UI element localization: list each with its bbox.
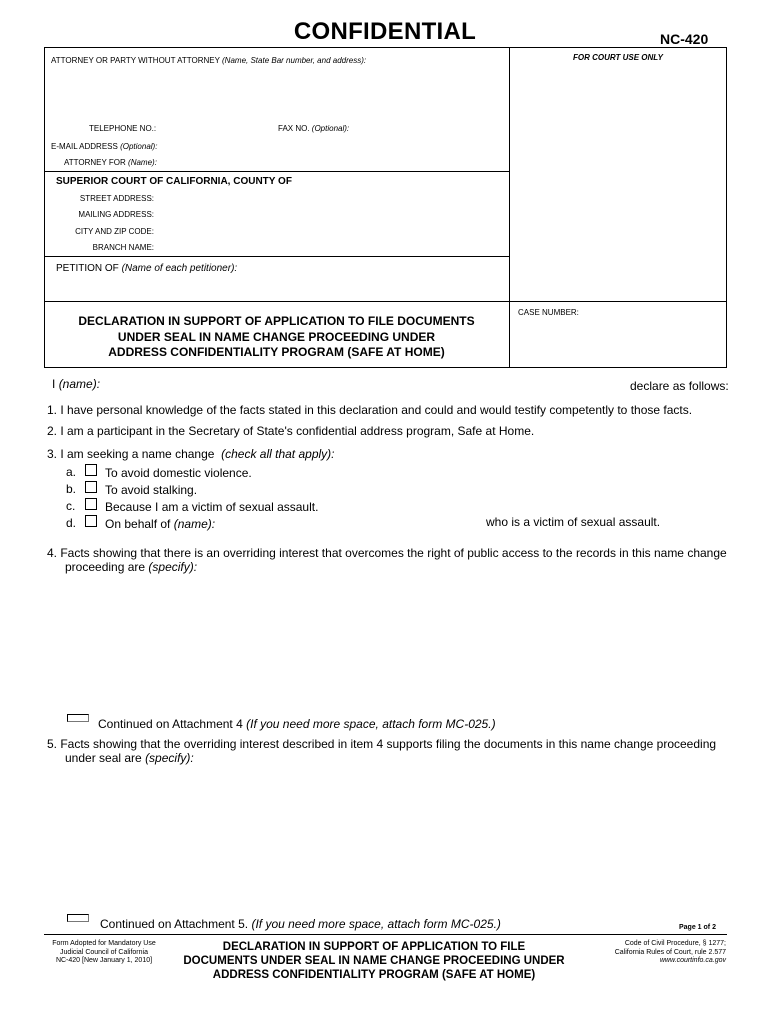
item-5-line2-text: under seal are (65, 751, 142, 765)
caption-title (44, 314, 509, 361)
caption-title-line1: DECLARATION IN SUPPORT OF APPLICATION TO FILE DOCUMENTS (78, 314, 475, 328)
attachment-4-hint: (If you need more space, attach form MC-025.) (246, 717, 496, 731)
option-a-letter: a. (66, 465, 77, 479)
petitioner-names-field[interactable] (56, 278, 501, 298)
attorney-name-address-field[interactable] (51, 70, 501, 118)
caption-court-divider (44, 171, 509, 172)
option-b-letter: b. (66, 482, 77, 496)
mailing-address-label: MAILING ADDRESS: (78, 210, 154, 219)
confidential-heading: CONFIDENTIAL (293, 18, 477, 45)
page-number: Page 1 of 2 (679, 924, 716, 931)
attorney-for-label: ATTORNEY FOR (64, 158, 126, 167)
email-field[interactable] (130, 139, 500, 153)
caption-divider (509, 47, 510, 367)
attorney-for-hint: (Name): (128, 158, 157, 167)
option-c-checkbox[interactable] (85, 498, 97, 510)
attachment-4-checkbox[interactable] (67, 714, 89, 722)
caption-top-border (44, 47, 727, 48)
item-3 (47, 447, 335, 461)
fax-label-row (278, 124, 349, 133)
item-2: 2. I am a participant in the Secretary of State's confidential address program, Safe at Home. (47, 424, 535, 438)
item-5-facts-field[interactable] (65, 769, 725, 909)
telephone-label: TELEPHONE NO.: (89, 124, 157, 133)
attachment-5-text: Continued on Attachment 5. (100, 917, 249, 931)
caption-title-line2: UNDER SEAL IN NAME CHANGE PROCEEDING UNDER (117, 329, 436, 344)
item-4-line1: 4. Facts showing that there is an overriding interest that overcomes the right of public access to the records in this name change (47, 546, 727, 560)
item-1: 1. I have personal knowledge of the facts stated in this declaration and could and would testify competently to those facts. (47, 403, 693, 417)
street-address-label: STREET ADDRESS: (79, 194, 154, 203)
declarant-row (52, 377, 100, 391)
caption-title-divider (44, 301, 727, 302)
item-3-lead: 3. I am seeking a name change (47, 447, 215, 461)
attachment-4-row (98, 717, 496, 731)
email-hint: (Optional): (120, 142, 158, 151)
courtinfo-link[interactable]: www.courtinfo.ca.gov (659, 957, 726, 964)
option-d-text: On behalf of (105, 517, 171, 531)
option-b-checkbox[interactable] (85, 481, 97, 493)
reference-block (585, 940, 726, 966)
petition-hint: (Name of each petitioner): (121, 263, 238, 274)
option-d-hint: (name): (173, 517, 216, 531)
telephone-field[interactable] (156, 121, 271, 135)
case-number-label: CASE NUMBER: (518, 308, 579, 317)
item-4-line2 (65, 560, 197, 574)
item-5-line1: 5. Facts showing that the overriding interest described in item 4 supports filing the documents in this name change proceeding (47, 737, 717, 751)
court-title-text: SUPERIOR COURT OF CALIFORNIA, COUNTY OF (56, 176, 292, 187)
caption-petition-divider (44, 256, 509, 257)
adopted-block (44, 940, 164, 966)
city-zip-label: CITY AND ZIP CODE: (75, 227, 154, 236)
email-label: E-MAIL ADDRESS (51, 142, 118, 151)
fax-hint: (Optional): (311, 124, 350, 133)
court-use-field[interactable] (512, 66, 722, 298)
item-4-facts-field[interactable] (65, 578, 725, 710)
option-c-letter: c. (66, 499, 76, 513)
petition-label: PETITION OF (56, 263, 119, 274)
footer-title-line1: DECLARATION IN SUPPORT OF APPLICATION TO FILE (222, 941, 526, 953)
county-field[interactable] (300, 174, 500, 188)
reference-line2: California Rules of Court, rule 2.577 (614, 948, 726, 956)
footer-title-line3: ADDRESS CONFIDENTIALITY PROGRAM (SAFE AT HOME) (212, 969, 536, 981)
footer-rule (44, 934, 727, 935)
footer-title (164, 940, 584, 982)
attorney-for-field[interactable] (158, 155, 500, 169)
footer-title-line2: DOCUMENTS UNDER SEAL IN NAME CHANGE PROCEEDING UNDER (183, 955, 565, 967)
caption-right-border (726, 47, 727, 367)
fax-label: FAX NO. (278, 124, 310, 133)
option-c-text: Because I am a victim of sexual assault. (105, 500, 319, 514)
item-4-line2-text: proceeding are (65, 560, 146, 574)
option-b-text: To avoid stalking. (105, 483, 198, 497)
i-label: I (52, 377, 56, 391)
form-number: NC-420 (660, 31, 709, 47)
option-a-text: To avoid domestic violence. (105, 466, 252, 480)
city-zip-field[interactable] (158, 224, 500, 238)
option-d-tail: who is a victim of sexual assault. (486, 515, 661, 529)
court-title (56, 176, 292, 187)
declarant-name-field[interactable] (104, 376, 624, 390)
item-4-hint: (specify): (148, 560, 198, 574)
court-use-label: FOR COURT USE ONLY (573, 53, 663, 62)
adopted-line2: Judicial Council of California (60, 948, 148, 956)
branch-name-label: BRANCH NAME: (92, 243, 154, 252)
caption-bottom-border (44, 367, 727, 368)
attorney-hint: (Name, State Bar number, and address): (222, 56, 367, 65)
item-5-hint: (specify): (145, 751, 194, 765)
option-d-checkbox[interactable] (85, 515, 97, 527)
adopted-line3: NC-420 [New January 1, 2010] (55, 957, 153, 964)
option-d-letter: d. (66, 516, 77, 530)
reference-line1: Code of Civil Procedure, § 1277; (624, 940, 726, 947)
declare-as-follows: declare as follows: (630, 379, 729, 393)
option-d-row (105, 517, 215, 531)
branch-name-field[interactable] (158, 240, 500, 254)
attachment-5-checkbox[interactable] (67, 914, 89, 922)
attorney-label: ATTORNEY OR PARTY WITHOUT ATTORNEY (51, 56, 220, 65)
item-5-line2 (65, 751, 194, 765)
case-number-field[interactable] (518, 322, 722, 362)
street-address-field[interactable] (158, 191, 500, 205)
option-a-checkbox[interactable] (85, 464, 97, 476)
item-3-hint: (check all that apply): (221, 447, 335, 461)
mailing-address-field[interactable] (158, 207, 500, 221)
petition-label-row (56, 263, 237, 274)
caption-title-line3: ADDRESS CONFIDENTIALITY PROGRAM (SAFE AT HOME) (108, 345, 445, 359)
attachment-5-hint: (If you need more space, attach form MC-025.) (251, 917, 501, 931)
declarant-name-hint: (name): (58, 377, 101, 391)
attorney-label-row (51, 56, 366, 65)
fax-field[interactable] (350, 121, 500, 135)
attachment-5-row (100, 917, 501, 931)
attachment-4-text: Continued on Attachment 4 (98, 717, 243, 731)
attorney-for-label-row (64, 158, 157, 167)
victim-name-field[interactable] (214, 514, 480, 528)
adopted-line1: Form Adopted for Mandatory Use (52, 940, 156, 947)
